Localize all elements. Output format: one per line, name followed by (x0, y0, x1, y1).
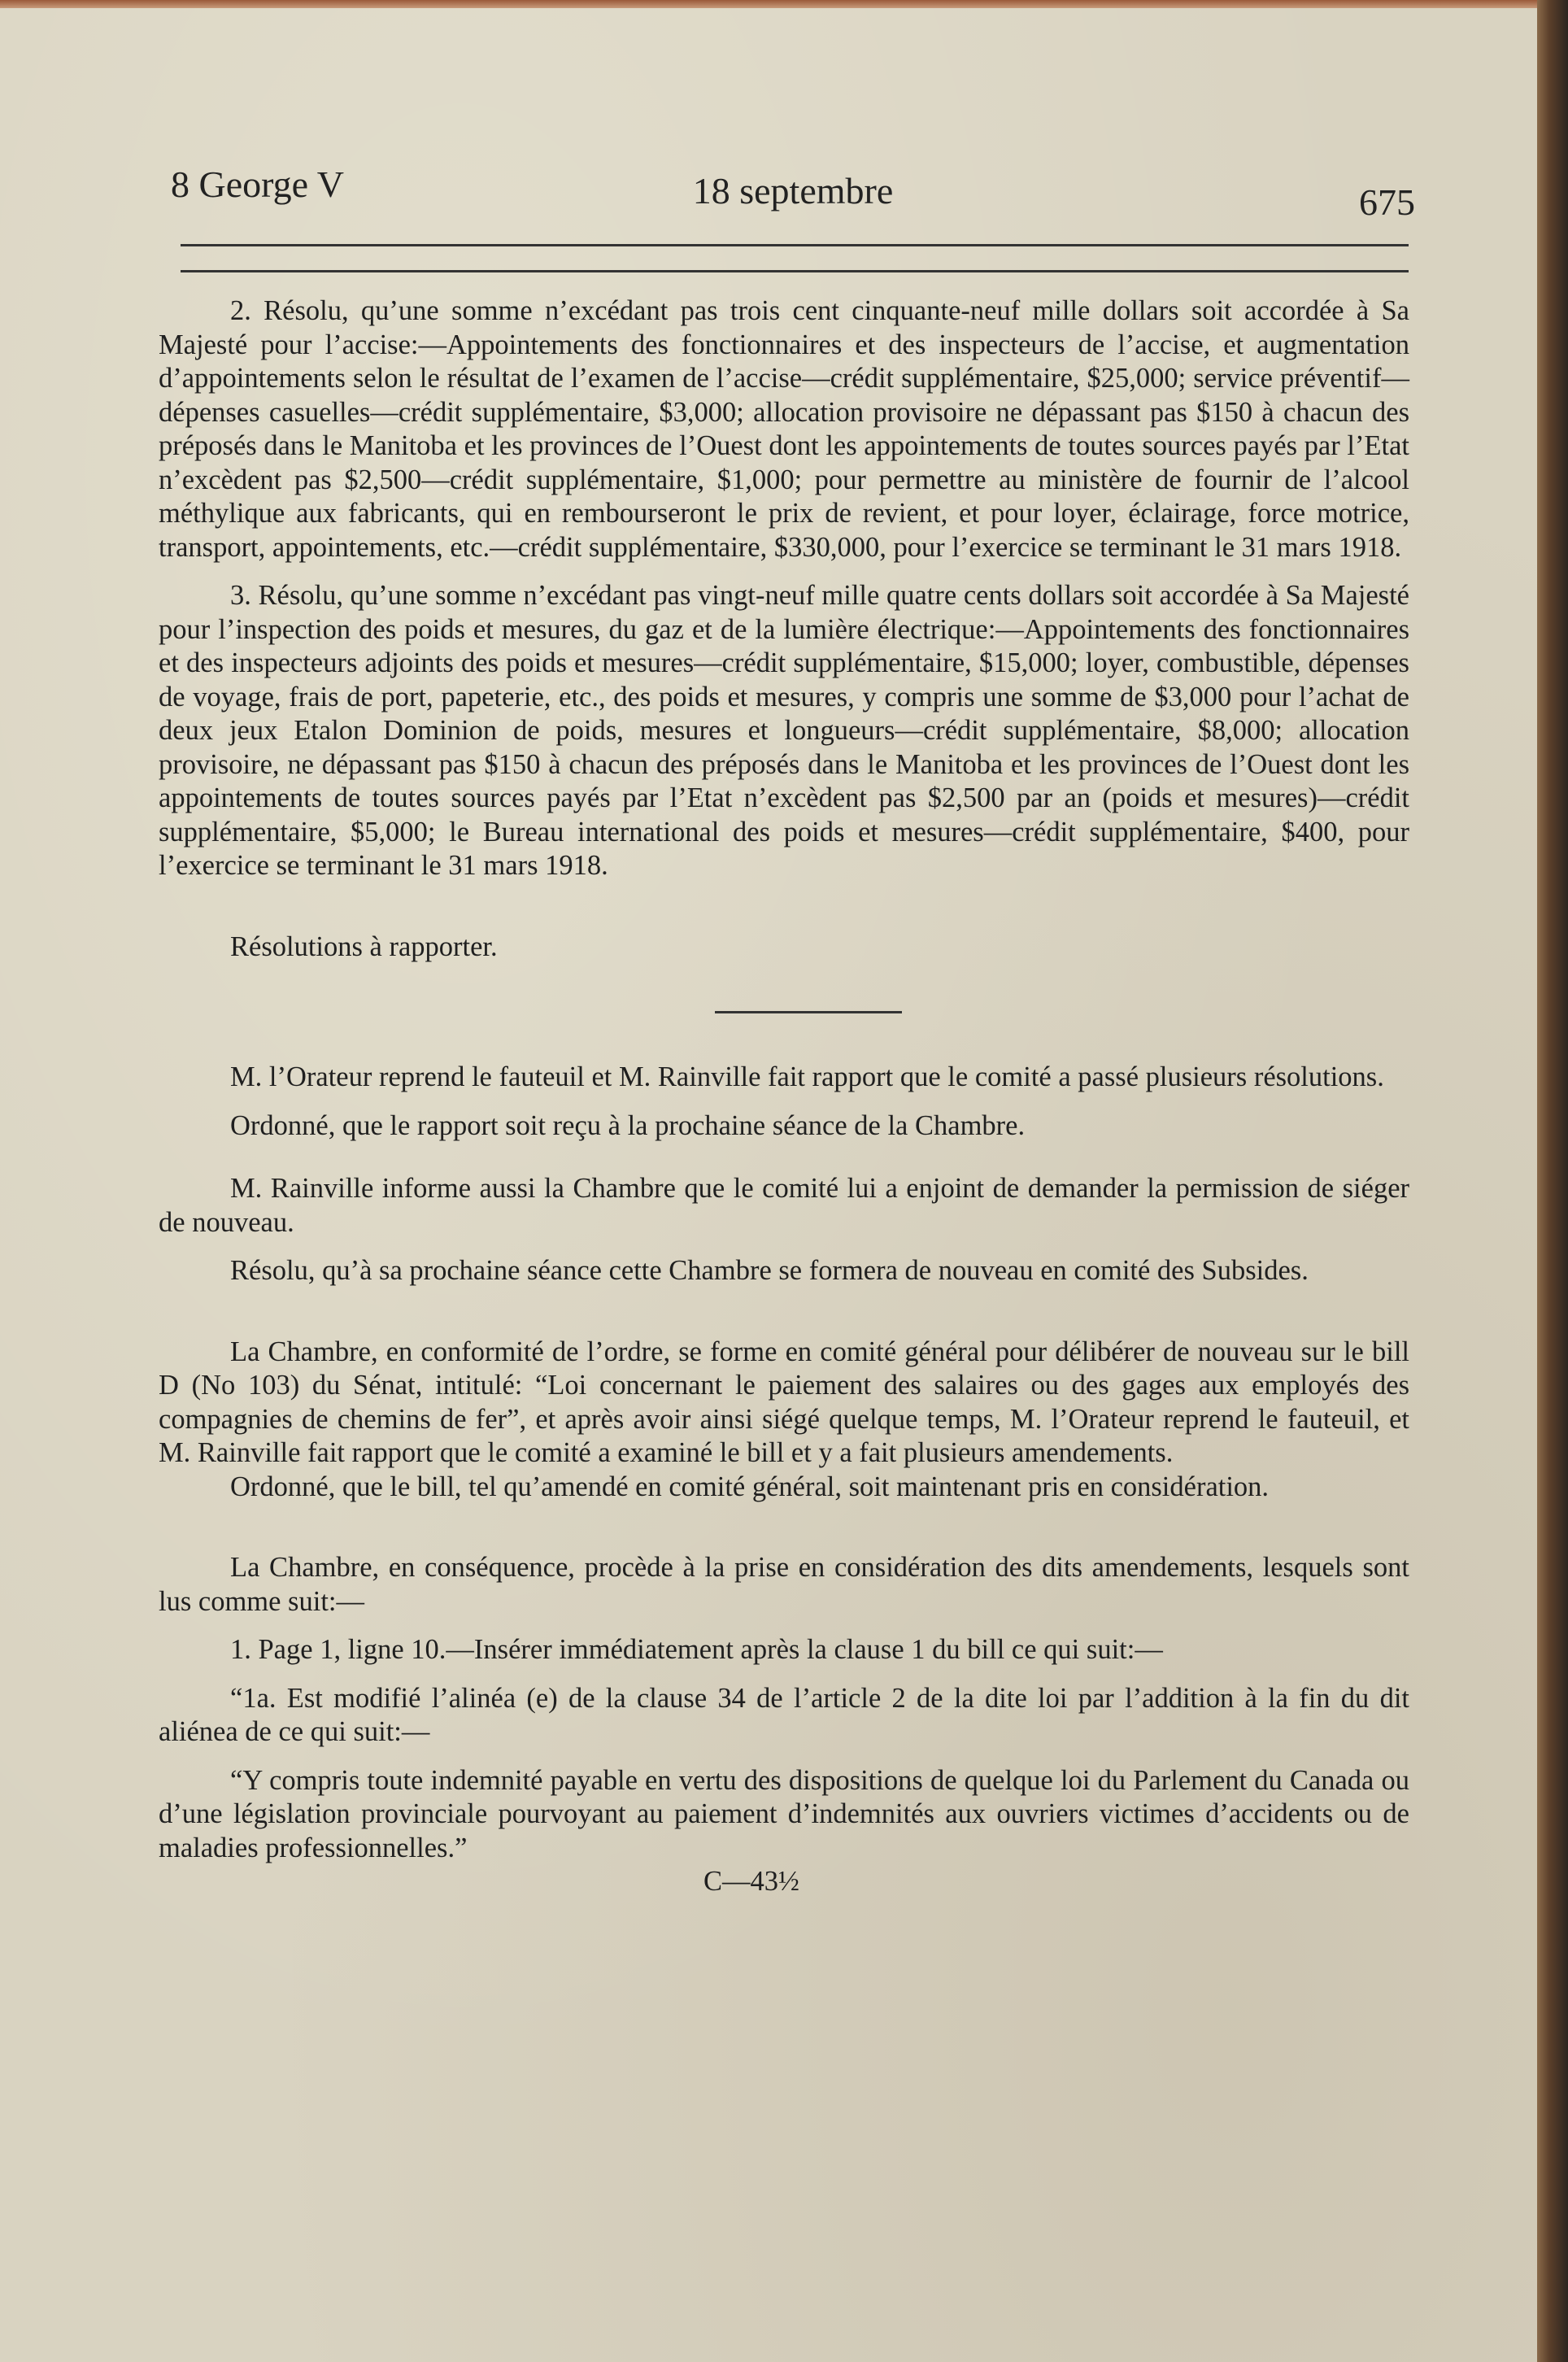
page-binding-edge (1537, 0, 1568, 2362)
bill-consideration-paragraph: Ordonné, que le bill, tel qu’amendé en comité général, soit maintenant pris en considération. (230, 1471, 1270, 1502)
signature-mark: C—43½ (703, 1866, 799, 1897)
amendment-quote-paragraph: “Y compris toute indemnité payable en vertu des dispositions de quelque loi du Parlement du Canada ou d’une législation provinciale pourvoyant au paiement d’indemnités aux ouvriers victimes d’accidents ou de maladies professionnelles.” (159, 1764, 1409, 1863)
resolution-3-paragraph: 3. Résolu, qu’une somme n’excédant pas vingt-neuf mille quatre cents dollars soit accordée à Sa Majesté pour l’inspection des poids et mesures, du gaz et de la lumière électrique:—Appointements des fonctionnaires et des inspecteurs adjoints des poids et mesures—crédit supplémentaire, $15,000; loyer, combustible, dépenses de voyage, frais de port, papeterie, etc., des poids et mesures, y compris une somme de $3,000 pour l’achat de deux jeux Etalon Dominion de poids, mesures et longueurs—crédit supplémentaire, $8,000; allocation provisoire, ne dépassant pas $150 à chacun des préposés dans le Manitoba et les provinces de l’Ouest dont les appointements de toutes sources payés par l’Etat n’excèdent pas $2,500 par an (poids et mesures)—crédit supplémentaire, $5,000; le Bureau international des poids et mesures—crédit supplémentaire, $400, pour l’exercice se terminant le 31 mars 1918. (159, 580, 1409, 881)
page-body (159, 294, 1409, 1899)
page-header (171, 163, 1415, 223)
resolutions-to-report: Résolutions à rapporter. (230, 930, 498, 962)
supply-committee-paragraph: Résolu, qu’à sa prochaine séance cette Chambre se formera de nouveau en comité des Subsides. (230, 1255, 1309, 1286)
speaker-resumes-paragraph: M. l’Orateur reprend le fauteuil et M. Rainville fait rapport que le comité a passé plusieurs résolutions. (230, 1061, 1384, 1092)
report-ordered-paragraph: Ordonné, que le rapport soit reçu à la prochaine séance de la Chambre. (230, 1109, 1026, 1141)
amendment-1-paragraph: 1. Page 1, ligne 10.—Insérer immédiatement après la clause 1 du bill ce qui suit:— (230, 1634, 1163, 1665)
leave-to-sit-paragraph: M. Rainville informe aussi la Chambre que le comité lui a enjoint de demander la permission de siéger de nouveau. (159, 1173, 1409, 1238)
section-divider (715, 1011, 902, 1013)
resolution-2-paragraph: 2. Résolu, qu’une somme n’excédant pas trois cent cinquante-neuf mille dollars soit accordée à Sa Majesté pour l’accise:—Appointements des fonctionnaires et des inspecteurs de l’accise, et augmentation d’appointements selon le résultat de l’examen de l’accise—crédit supplémentaire, $25,000; service préventif—dépenses casuelles—crédit supplémentaire, $3,000; allocation provisoire ne dépassant pas $150 à chacun des préposés dans le Manitoba et les provinces de l’Ouest dont les appointements de toutes sources payés par l’Etat n’excèdent pas $2,500—crédit supplémentaire, $1,000; pour permettre au ministère de fournir de l’alcool méthylique aux fabricants, qui en rembourseront le prix de revient, et pour loyer, éclairage, force motrice, transport, appointements, etc.—crédit supplémentaire, $330,000, pour l’exercice se terminant le 31 mars 1918. (159, 295, 1409, 563)
amendments-read-paragraph: La Chambre, en conséquence, procède à la prise en considération des dits amendements, lesquels sont lus comme suit:— (159, 1552, 1409, 1617)
header-rule-top (181, 244, 1409, 246)
page-number: 675 (1359, 181, 1415, 223)
page-top-edge (0, 0, 1537, 8)
header-date: 18 septembre (692, 170, 894, 211)
bill-d-committee-paragraph: La Chambre, en conformité de l’ordre, se forme en comité général pour délibérer de nouveau sur le bill D (No 103) du Sénat, intitulé: “Loi concernant le paiement des salaires ou des gages aux employés des compagnies de chemins de fer”, et après avoir ainsi siégé quelque temps, M. l’Orateur reprend le fauteuil, et M. Rainville fait rapport que le comité a examiné le bill et y a fait plusieurs amendements. (159, 1336, 1409, 1468)
header-regnal-year: 8 George V (171, 163, 344, 205)
amendment-1a-paragraph: “1a. Est modifié l’alinéa (e) de la clause 34 de l’article 2 de la dite loi par l’addition à la fin du dit aliénea de ce qui suit:— (159, 1682, 1409, 1747)
header-rule-bottom (181, 270, 1409, 272)
